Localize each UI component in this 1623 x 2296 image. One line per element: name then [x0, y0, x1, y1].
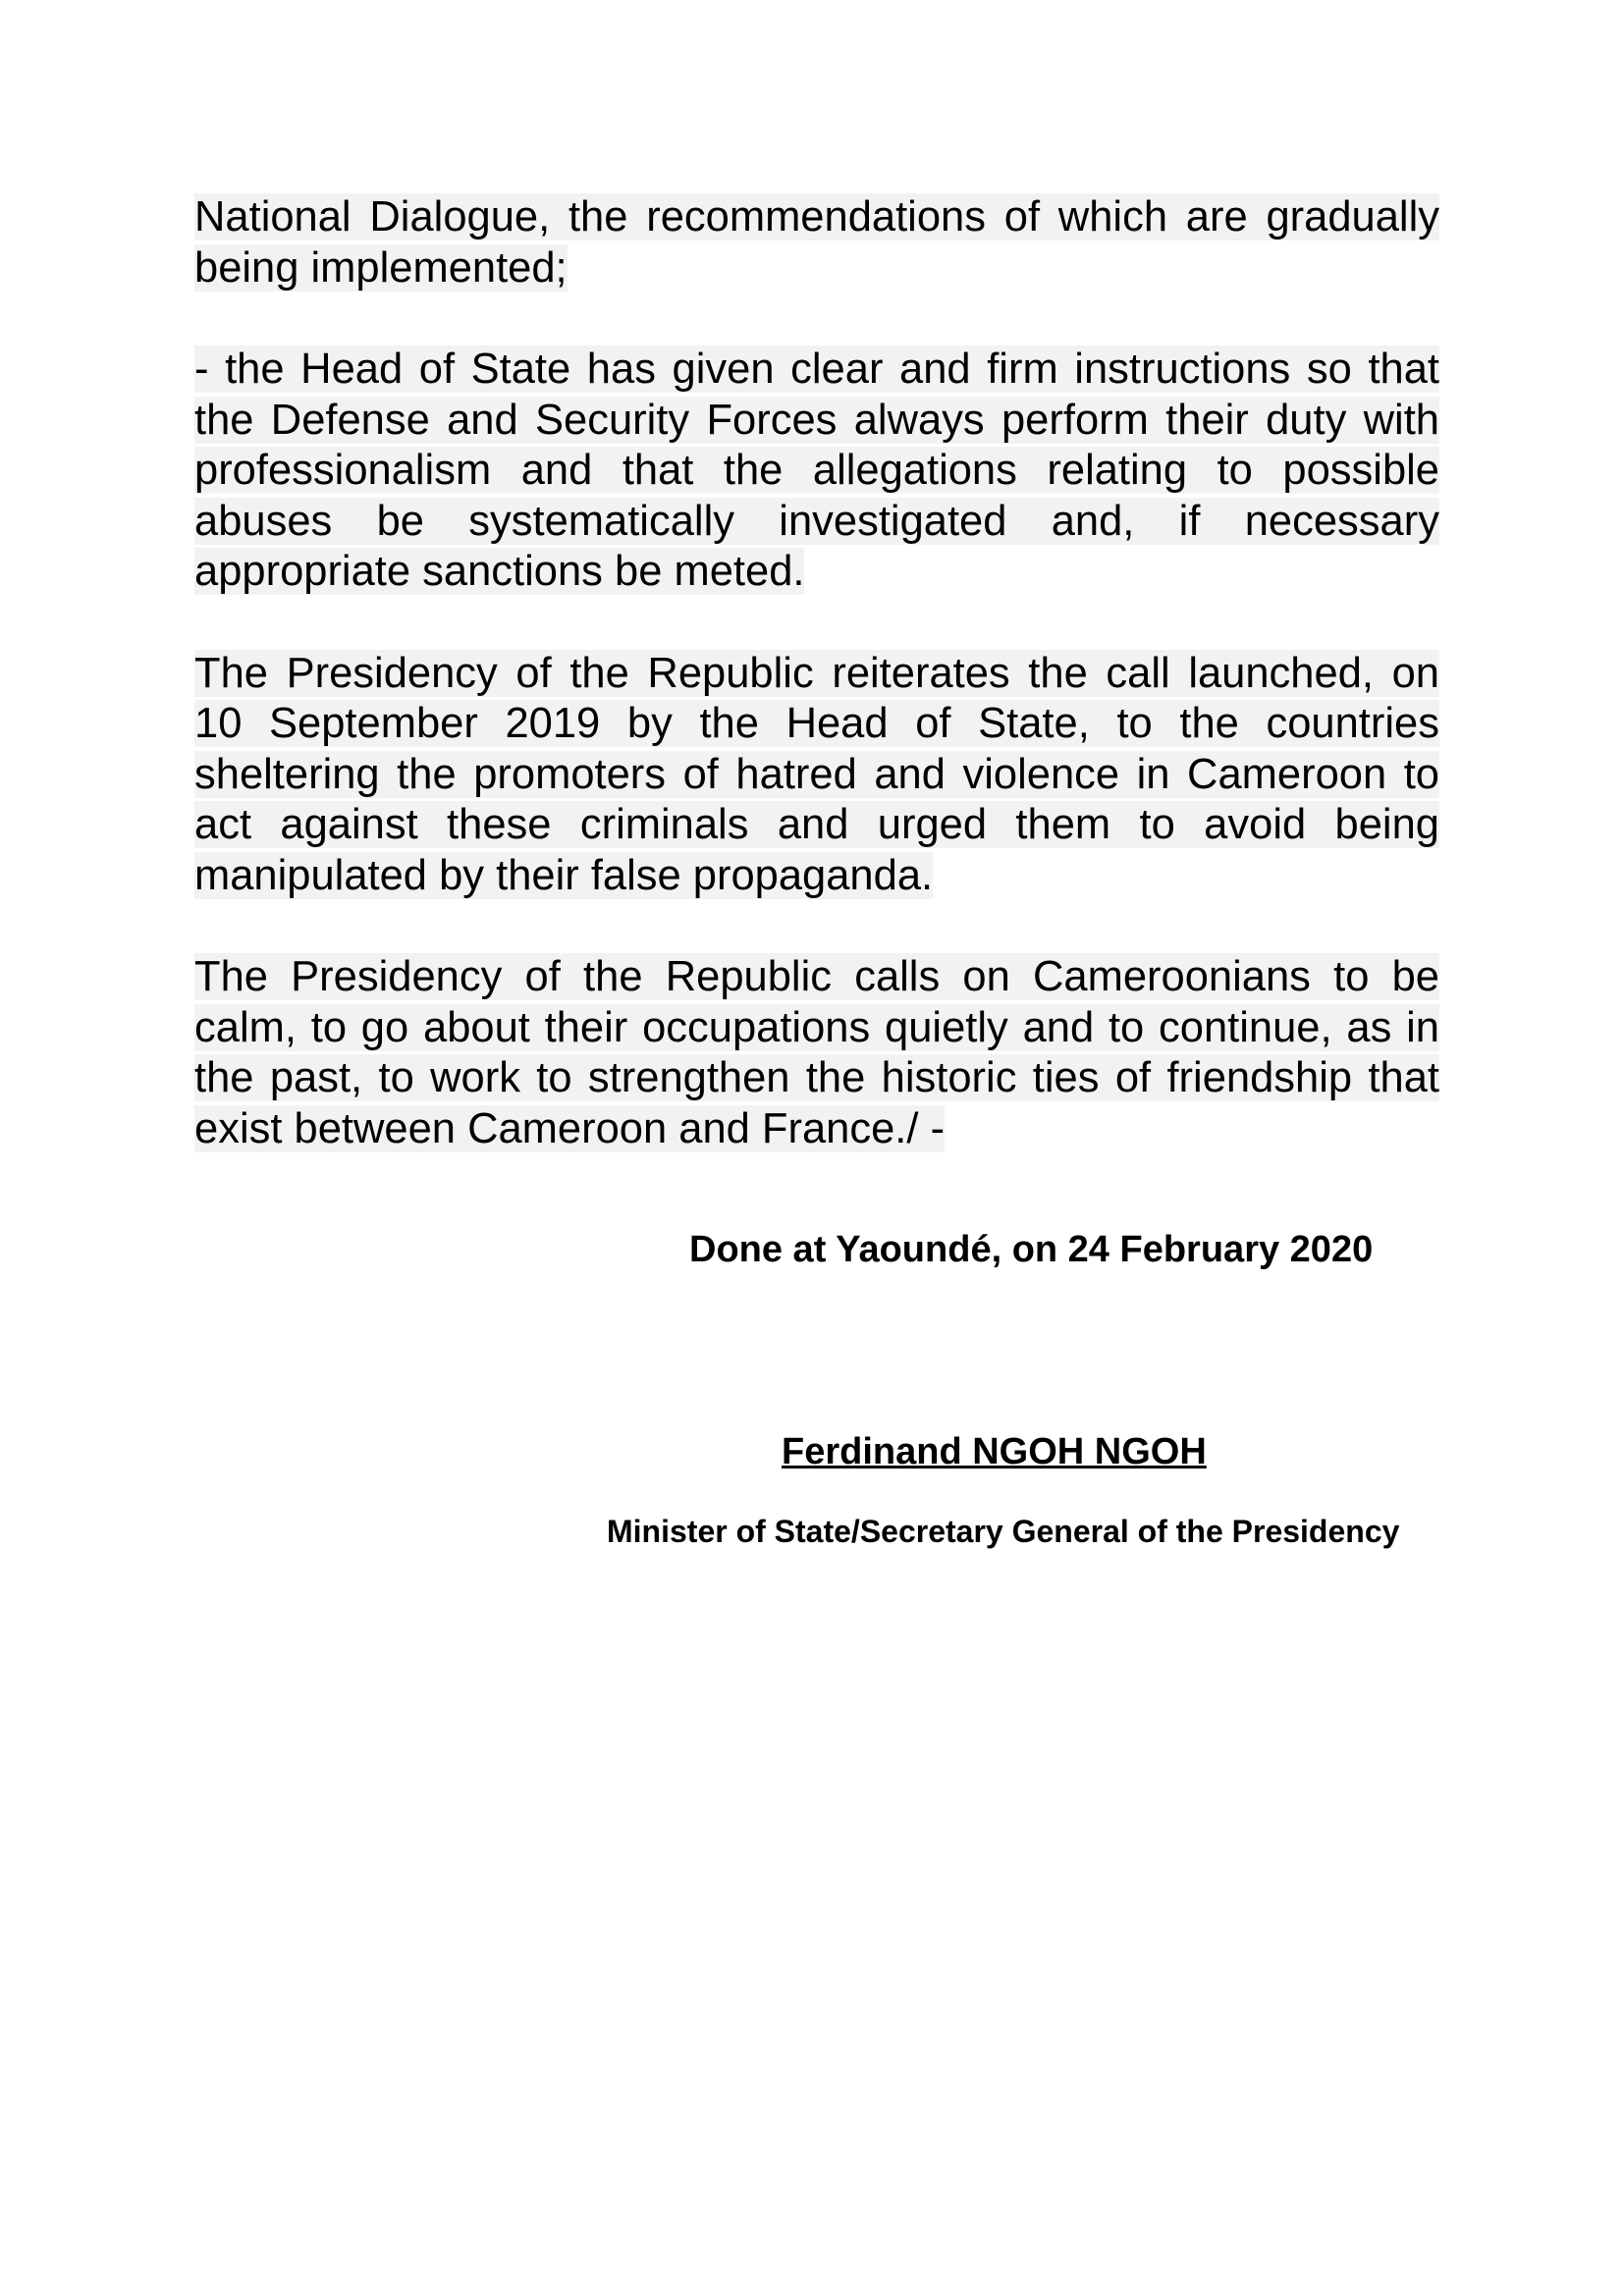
paragraph-national-dialogue — [194, 192, 1439, 294]
paragraph-text: The Presidency of the Republic reiterates the call launched, on 10 September 2019 by the Head of State, to the countries sheltering the promoters of hatred and violence in Cameroon to act against these criminals and urged them to avoid being manipulated by their false propaganda. — [194, 649, 1439, 899]
paragraph-head-of-state-instructions — [194, 345, 1439, 598]
paragraph-calm-appeal — [194, 952, 1439, 1154]
paragraph-text: The Presidency of the Republic calls on Cameroonians to be calm, to go about their occupations quietly and to continue, as in the past, to work to strengthen the historic ties of friendship that exist between Cameroon and France./ - — [194, 953, 1439, 1152]
place-date: Done at Yaoundé, on 24 February 2020 — [689, 1229, 1374, 1270]
paragraph-text: - the Head of State has given clear and firm instructions so that the Defense and Security Forces always perform their duty with professionalism and that the allegations relating to possible abuses be systematically investigated and, if necessary appropriate sanctions be meted. — [194, 346, 1439, 595]
paragraph-text: National Dialogue, the recommendations of which are gradually being implemented; — [194, 193, 1439, 292]
signatory-name: Ferdinand NGOH NGOH — [782, 1431, 1207, 1472]
signatory-title: Minister of State/Secretary General of the Presidency — [607, 1514, 1400, 1549]
document-body — [194, 192, 1439, 1205]
paragraph-presidency-call — [194, 649, 1439, 902]
